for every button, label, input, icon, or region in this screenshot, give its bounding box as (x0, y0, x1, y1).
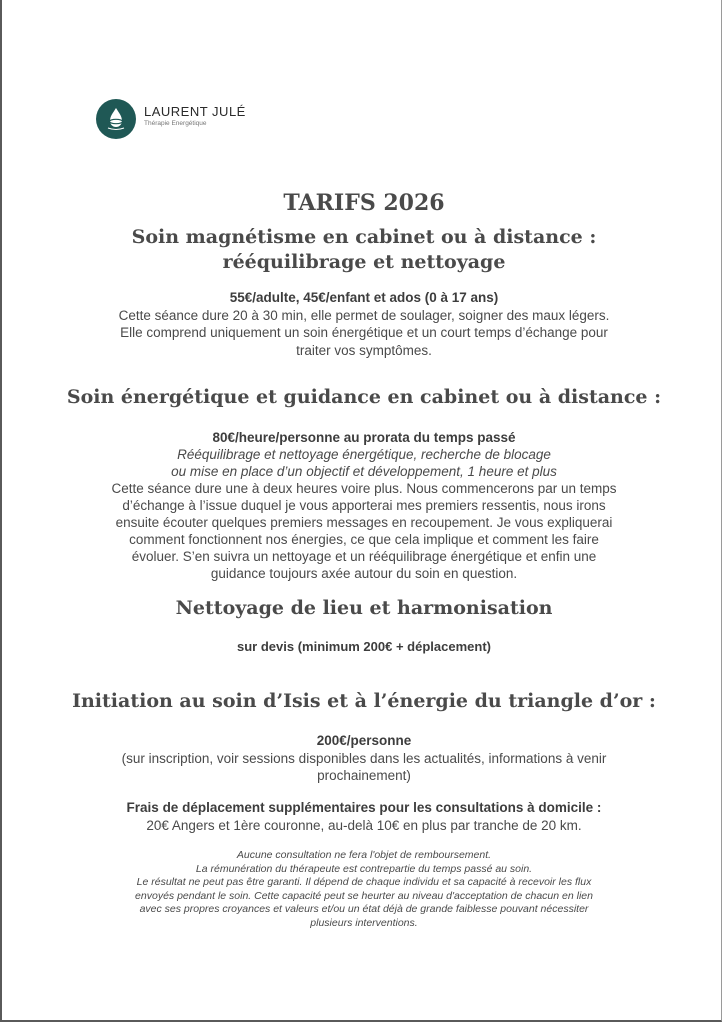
description-line: évoluer. S’en suivra un nettoyage et un rééquilibrage énergétique et enfin une (131, 549, 597, 564)
description-line: traiter vos symptômes. (296, 342, 432, 358)
description-line: Elle comprend uniquement un soin énergétique et un court temps d’échange pour (120, 325, 608, 340)
disclaimer-line: avec ses propres croyances et valeurs et/ou un état déjà de grande faiblesse pouvant nécessiter (139, 903, 589, 915)
italic-line: ou mise en place d’un objectif et développement, 1 heure et plus (171, 464, 557, 479)
page-title: TARIFS 2026 (283, 190, 445, 216)
section-body-magnetisme (62, 289, 666, 359)
description-line: d’échange à l’issue duquel je vous apporterai mes premiers ressentis, nous irons (122, 498, 606, 513)
disclaimer-line: La rémunération du thérapeute est contrepartie du temps passé au soin. (195, 862, 533, 875)
disclaimer-line: Le résultat ne peut pas être garanti. Il dépend de chaque individu et sa capacité à recevoir les flux (136, 876, 592, 888)
description-line: prochainement) (317, 768, 411, 783)
price: 200€/personne (316, 733, 412, 748)
italic-line: Rééquilibrage et nettoyage énergétique, recherche de blocage (177, 447, 551, 462)
logo (96, 99, 246, 139)
disclaimer-line: envoyés pendant le soin. Cette capacité peut se heurter au niveau d'acceptation de chacun en lien (135, 889, 593, 902)
description-line: guidance toujours axée autour du soin en question. (210, 566, 518, 581)
logo-name: LAURENT JULÉ (144, 103, 246, 119)
disclaimer-line: Aucune consultation ne fera l'objet de remboursement. (236, 849, 492, 861)
description-line: Cette séance dure 20 à 30 min, elle permet de soulager, soigner des maux légers. (118, 307, 610, 323)
section-heading-nettoyage: Nettoyage de lieu et harmonisation (175, 597, 553, 619)
description-line: comment fonctionnent nos énergies, ce que cela implique et comment les faire (129, 532, 599, 547)
heading-line: rééquilibrage et nettoyage (222, 251, 506, 273)
travel-fees (62, 799, 666, 835)
price: sur devis (minimum 200€ + déplacement) (237, 639, 491, 654)
description-line: Cette séance dure une à deux heures voire plus. Nous commencerons par un temps (111, 481, 617, 496)
heading-line: Soin magnétisme en cabinet ou à distance : (131, 226, 597, 248)
travel-heading: Frais de déplacement supplémentaires pour les consultations à domicile : (126, 800, 602, 815)
disclaimer-line: plusieurs interventions. (310, 916, 418, 929)
price: 55€/adulte, 45€/enfant et ados (0 à 17 ans) (229, 290, 499, 305)
section-body-guidance (62, 429, 666, 582)
description-line: ensuite écouter quelques premiers messages en recoupement. Je vous expliquerai (115, 515, 613, 530)
section-heading-initiation: Initiation au soin d’Isis et à l’énergie du triangle d’or : (72, 690, 656, 712)
section-heading-magnetisme (2, 225, 724, 275)
section-body-initiation (62, 732, 666, 785)
description-line: (sur inscription, voir sessions disponibles dans les actualités, informations à venir (121, 750, 607, 766)
logo-subtitle: Thérapie Energétique (144, 119, 207, 127)
logo-drop-icon (96, 99, 136, 139)
section-heading-guidance: Soin énergétique et guidance en cabinet ou à distance : (66, 386, 662, 408)
travel-detail: 20€ Angers et 1ère couronne, au-delà 10€ en plus par tranche de 20 km. (146, 818, 582, 833)
price: 80€/heure/personne au prorata du temps passé (212, 430, 516, 445)
disclaimer (42, 849, 686, 930)
